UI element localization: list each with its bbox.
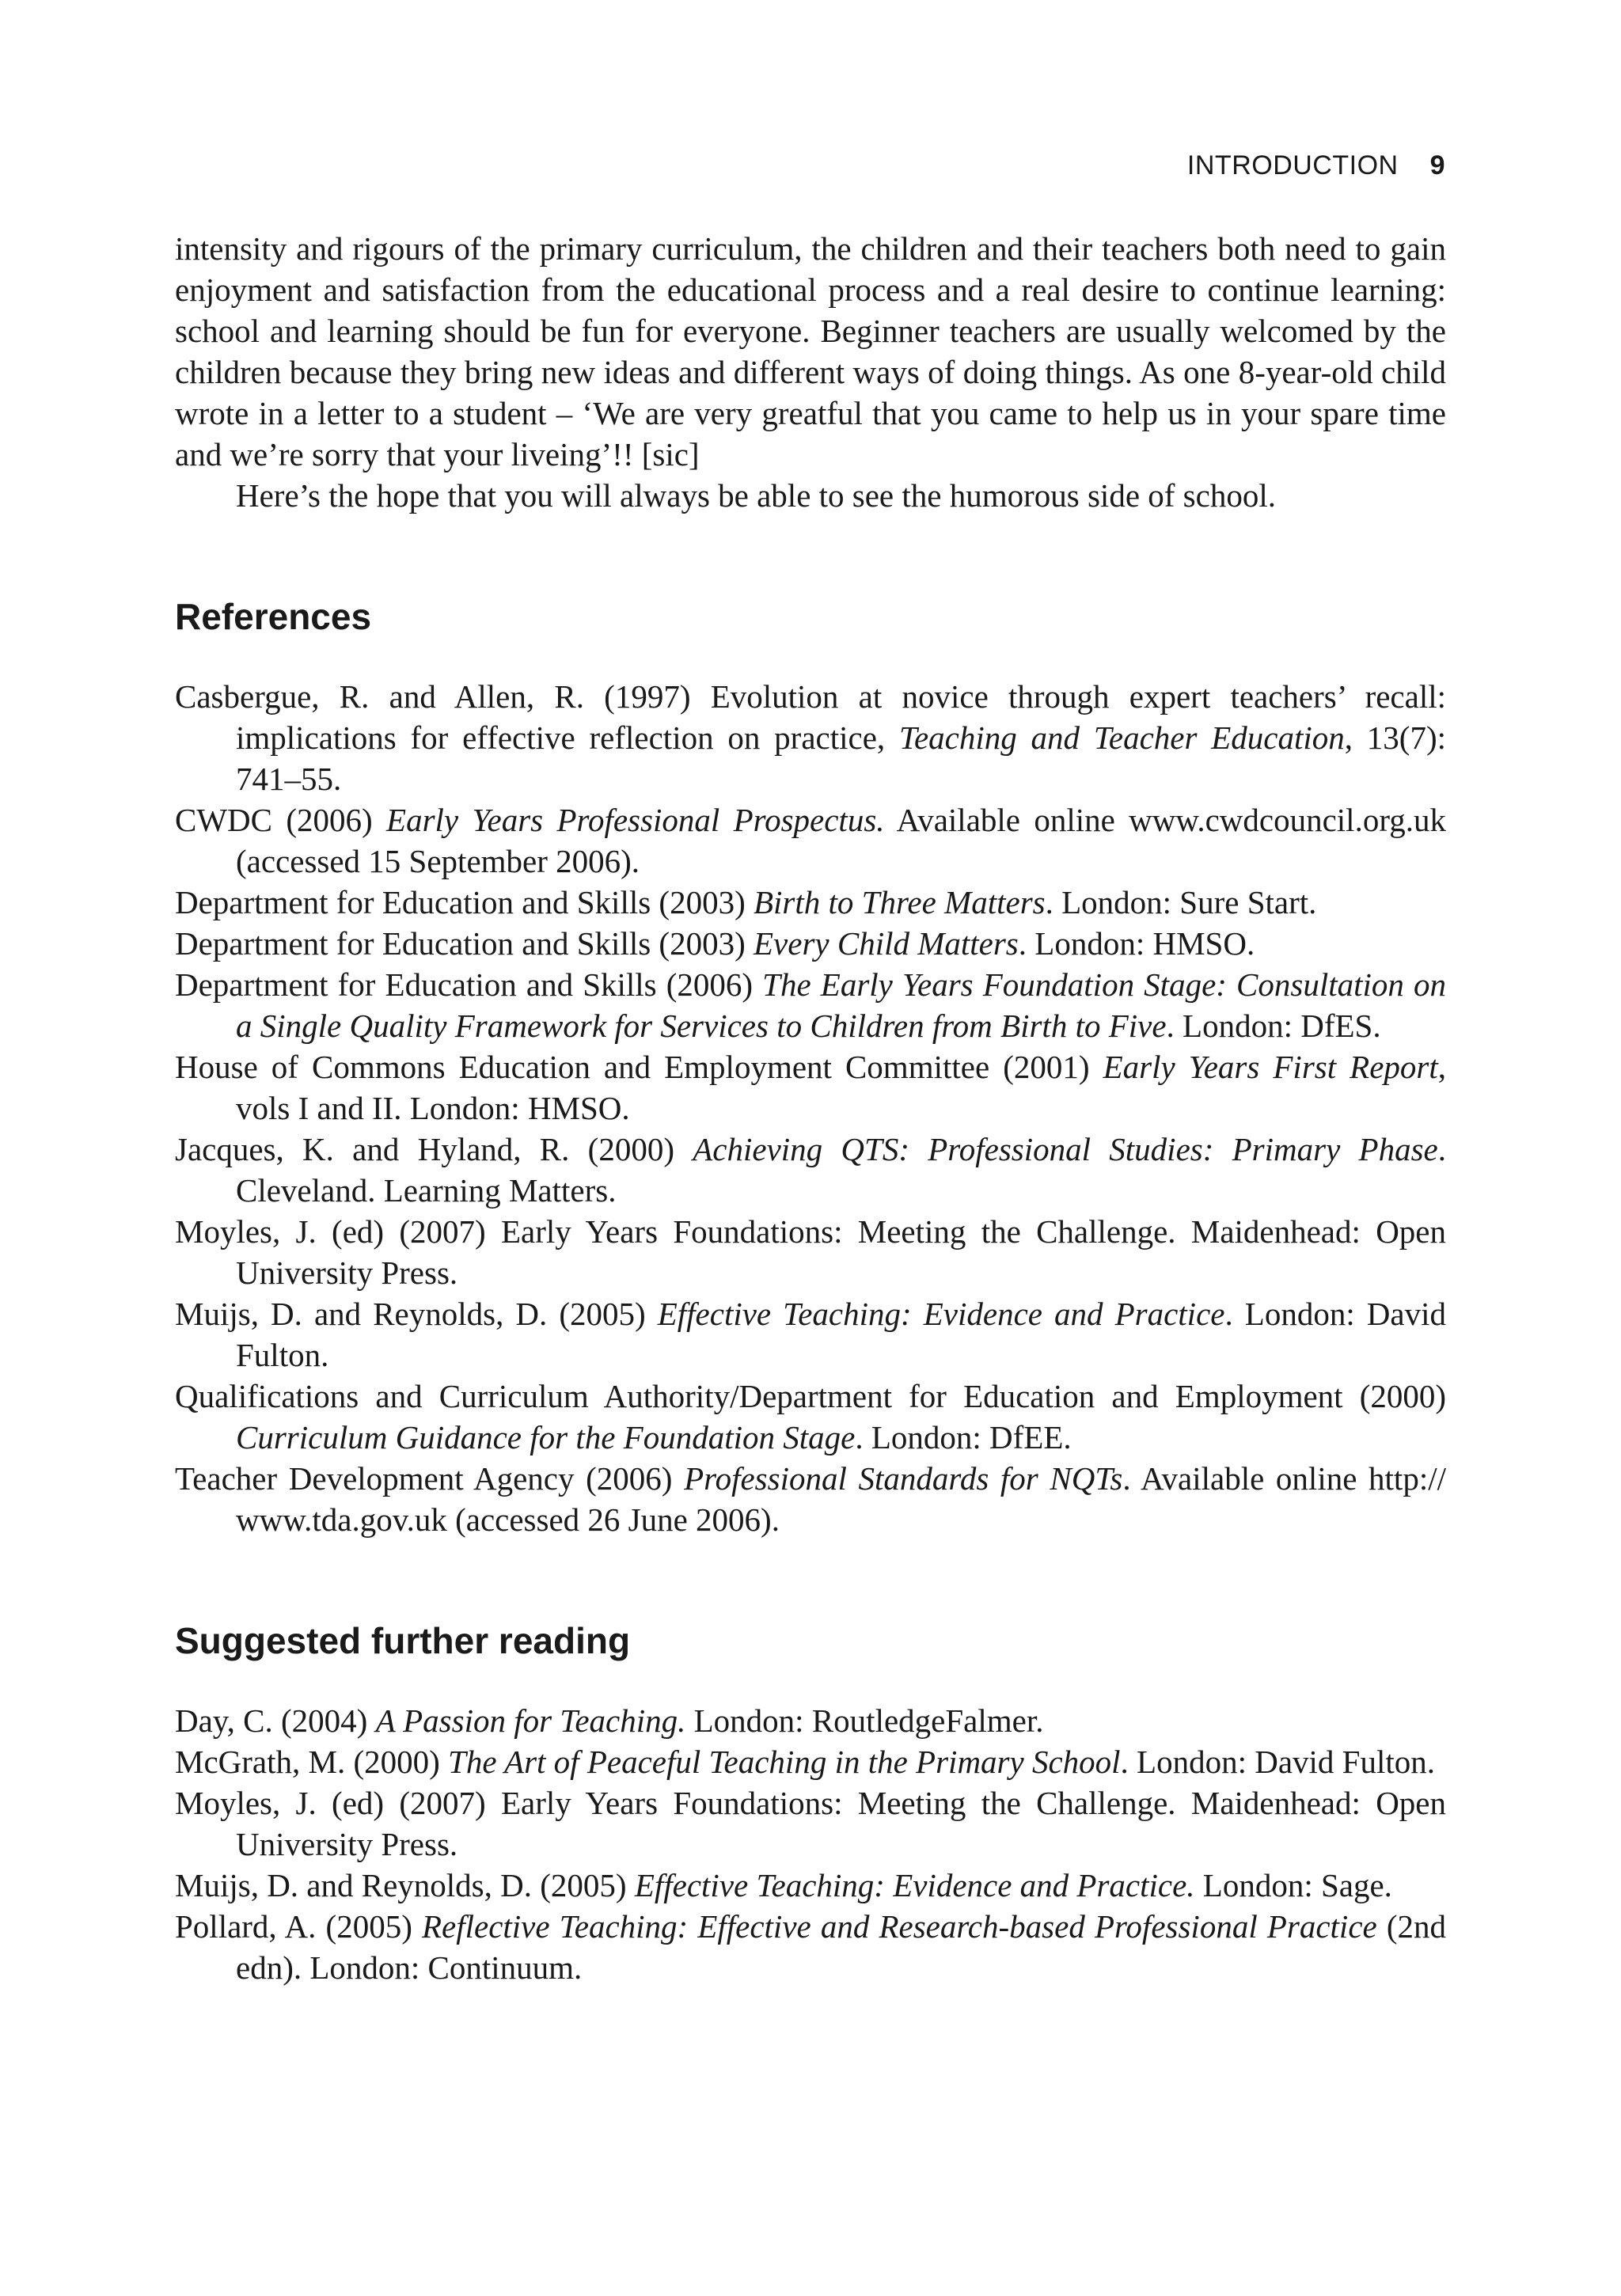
reference-text: Day, C. (2004) <box>175 1702 376 1739</box>
page-number: 9 <box>1429 150 1445 180</box>
reference-entry <box>175 1906 1446 1988</box>
reference-text: . London: DfES. <box>1166 1008 1381 1044</box>
reference-text: , vols I and II. London: HMSO. <box>236 1049 1446 1126</box>
reference-text: Casbergue, R. and Allen, R. (1997) Evolution at novice through expert teachers’ recall: implications for effective reflection on practice, <box>175 678 1446 756</box>
reference-text: , 13(7): 741–55. <box>236 719 1446 797</box>
reference-title: Early Years First Report <box>1103 1049 1438 1085</box>
reference-text: Department for Education and Skills (2003) <box>175 884 754 920</box>
reference-entry <box>175 923 1446 964</box>
reference-title: Achieving QTS: Professional Studies: Primary Phase <box>693 1131 1438 1167</box>
reference-text: Moyles, J. (ed) (2007) Early Years Foundations: Meeting the Challenge. Maidenhead: Open University Press. <box>175 1785 1446 1862</box>
reference-text: . London: David Fulton. <box>1120 1744 1436 1780</box>
further-reading-list <box>175 1700 1446 1988</box>
reference-text: CWDC (2006) <box>175 802 387 838</box>
reference-title: The Early Years Foundation Stage: Consultation on a Single Quality Framework for Services to Children from Birth to Five <box>236 966 1447 1044</box>
reference-text: House of Commons Education and Employment Committee (2001) <box>175 1049 1103 1085</box>
reference-entry <box>175 882 1446 923</box>
page-content <box>175 228 1446 1988</box>
reference-text: (2nd edn). London: Continuum. <box>236 1908 1447 1986</box>
body-paragraph: Here’s the hope that you will always be able to see the humorous side of school. <box>236 477 1276 514</box>
reference-text: Department for Education and Skills (2006) <box>175 966 763 1003</box>
reference-title: Birth to Three Matters <box>754 884 1046 920</box>
reference-entry <box>175 1211 1446 1293</box>
reference-text: . London: DfEE. <box>855 1419 1072 1455</box>
reference-entry <box>175 1700 1446 1741</box>
reference-title: Curriculum Guidance for the Foundation Stage <box>236 1419 856 1455</box>
reference-entry <box>175 1741 1446 1782</box>
reference-entry <box>175 964 1446 1046</box>
reference-title: Teaching and Teacher Education <box>898 719 1345 756</box>
reference-text: Moyles, J. (ed) (2007) Early Years Foundations: Meeting the Challenge. Maidenhead: Open University Press. <box>175 1213 1446 1291</box>
reference-entry <box>175 1865 1446 1906</box>
reference-entry <box>175 1782 1446 1865</box>
reference-title: Early Years Professional Prospectus. <box>386 802 885 838</box>
reference-text: Qualifications and Curriculum Authority/Department for Education and Employment (2000) <box>175 1378 1446 1414</box>
section-title: INTRODUCTION <box>1186 150 1399 180</box>
reference-text: London: RoutledgeFalmer. <box>685 1702 1044 1739</box>
further-reading-heading: Suggested further reading <box>175 1620 631 1661</box>
reference-text: McGrath, M. (2000) <box>175 1744 449 1780</box>
running-header <box>1187 150 1445 181</box>
reference-text: Jacques, K. and Hyland, R. (2000) <box>175 1131 693 1167</box>
reference-text: . London: David Fulton. <box>236 1296 1447 1373</box>
reference-text: Pollard, A. (2005) <box>175 1908 422 1945</box>
reference-entry <box>175 1046 1446 1129</box>
reference-entry <box>175 1376 1446 1458</box>
references-heading: References <box>175 596 372 637</box>
references-list <box>175 676 1446 1540</box>
reference-text: Teacher Development Agency (2006) <box>175 1460 685 1497</box>
reference-title: Professional Standards for NQTs <box>684 1460 1123 1497</box>
reference-text: London: Sage. <box>1194 1867 1392 1903</box>
reference-entry <box>175 1458 1446 1540</box>
reference-title: Effective Teaching: Evidence and Practice <box>657 1296 1225 1332</box>
reference-title: Reflective Teaching: Effective and Research-based Professional Practice <box>421 1908 1377 1945</box>
reference-title: The Art of Peaceful Teaching in the Primary School <box>448 1744 1121 1780</box>
reference-text: Muijs, D. and Reynolds, D. (2005) <box>175 1867 635 1903</box>
reference-entry <box>175 1293 1446 1376</box>
reference-text: . London: HMSO. <box>1018 925 1255 962</box>
body-paragraph: intensity and rigours of the primary curriculum, the children and their teachers both need to gain enjoyment and satisfaction from the educational process and a real desire to continue learning: school and learning should be fun for everyone. Beginner teachers are usually welcomed by the children because they bring new ideas and different ways of doing things. As one 8-year-old child wrote in a letter to a student – ‘We are very greatful that you came to help us in your spare time and we’re sorry that your liveing’!! [sic] <box>175 230 1446 472</box>
reference-entry <box>175 1129 1446 1211</box>
reference-text: . London: Sure Start. <box>1045 884 1317 920</box>
reference-title: Every Child Matters <box>754 925 1019 962</box>
reference-entry <box>175 676 1446 799</box>
reference-title: A Passion for Teaching. <box>375 1702 686 1739</box>
reference-text: . Available online http:// www.tda.gov.uk (accessed 26 June 2006). <box>236 1460 1446 1538</box>
reference-text: . Cleveland. Learning Matters. <box>236 1131 1446 1209</box>
reference-text: Department for Education and Skills (2003) <box>175 925 754 962</box>
reference-text: Available online www.cwdcouncil.org.uk (accessed 15 September 2006). <box>236 802 1446 879</box>
reference-text: Muijs, D. and Reynolds, D. (2005) <box>175 1296 658 1332</box>
reference-entry <box>175 799 1446 882</box>
reference-title: Effective Teaching: Evidence and Practice. <box>634 1867 1195 1903</box>
